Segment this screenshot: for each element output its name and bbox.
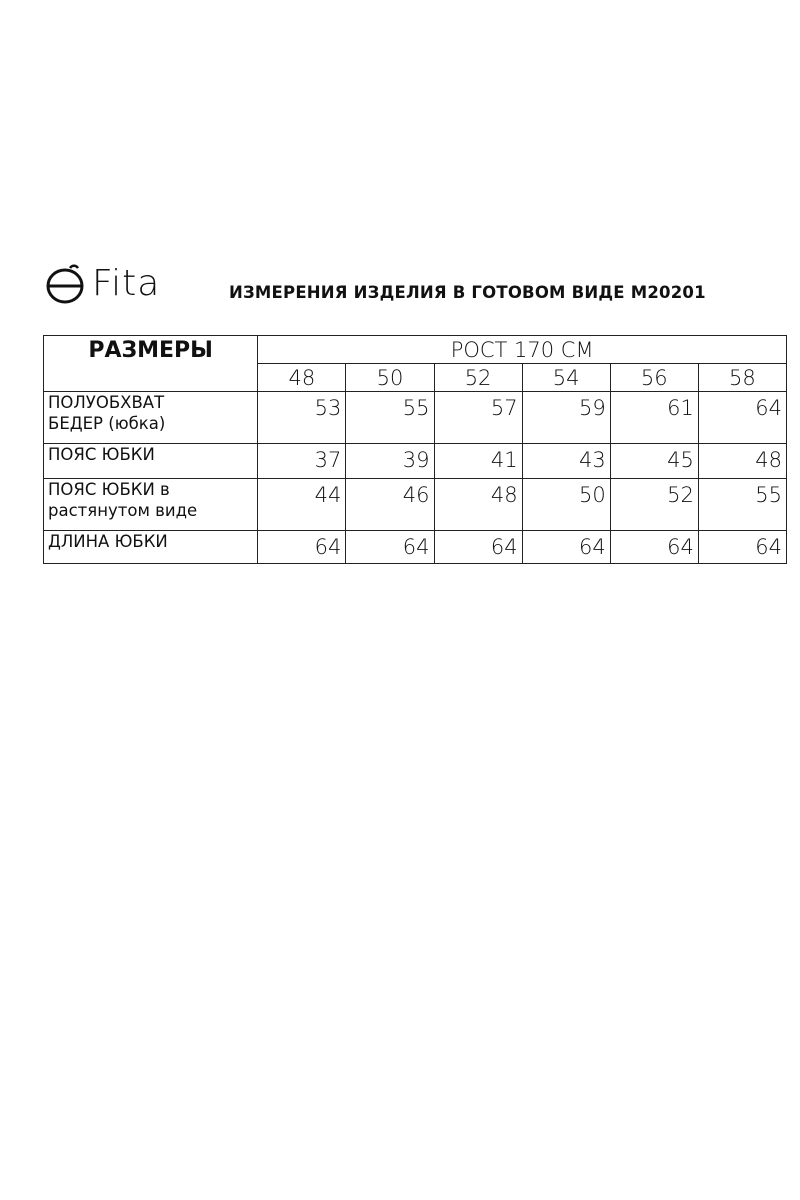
sizes-header: РАЗМЕРЫ <box>44 336 258 392</box>
table-row <box>44 531 787 564</box>
table-header-row <box>44 336 787 364</box>
size-number: 48 <box>258 364 346 392</box>
table-cell: 64 <box>698 531 786 564</box>
brand-name: Fita <box>92 263 161 304</box>
size-number: 50 <box>346 364 434 392</box>
table-cell: 44 <box>258 479 346 531</box>
document-title: ИЗМЕРЕНИЯ ИЗДЕЛИЯ В ГОТОВОМ ВИДЕ М20201 <box>229 283 706 302</box>
brand-logo <box>44 262 160 306</box>
table-cell: 45 <box>610 444 698 479</box>
fita-mark-icon <box>44 262 86 306</box>
size-chart-table <box>43 335 787 564</box>
table-cell: 50 <box>522 479 610 531</box>
table-cell: 64 <box>346 531 434 564</box>
table-row <box>44 444 787 479</box>
table-cell: 46 <box>346 479 434 531</box>
table-cell: 37 <box>258 444 346 479</box>
size-number: 52 <box>434 364 522 392</box>
size-number: 56 <box>610 364 698 392</box>
table-cell: 43 <box>522 444 610 479</box>
table-cell: 39 <box>346 444 434 479</box>
table-cell: 53 <box>258 392 346 444</box>
table-cell: 41 <box>434 444 522 479</box>
row-label: ПОЯС ЮБКИ <box>44 444 258 479</box>
table-cell: 52 <box>610 479 698 531</box>
height-header: РОСТ 170 СМ <box>258 336 787 364</box>
table-cell: 48 <box>434 479 522 531</box>
table-cell: 64 <box>522 531 610 564</box>
size-number: 54 <box>522 364 610 392</box>
row-label: ПОЯС ЮБКИ в растянутом виде <box>44 479 258 531</box>
table-cell: 55 <box>346 392 434 444</box>
table-cell: 64 <box>258 531 346 564</box>
row-label: ДЛИНА ЮБКИ <box>44 531 258 564</box>
table-cell: 64 <box>434 531 522 564</box>
table-cell: 64 <box>698 392 786 444</box>
table-cell: 48 <box>698 444 786 479</box>
table-cell: 64 <box>610 531 698 564</box>
table-cell: 61 <box>610 392 698 444</box>
table-cell: 57 <box>434 392 522 444</box>
table-cell: 55 <box>698 479 786 531</box>
row-label: ПОЛУОБХВАТ БЕДЕР (юбка) <box>44 392 258 444</box>
size-number: 58 <box>698 364 786 392</box>
table-row <box>44 392 787 444</box>
table-cell: 59 <box>522 392 610 444</box>
table-row <box>44 479 787 531</box>
